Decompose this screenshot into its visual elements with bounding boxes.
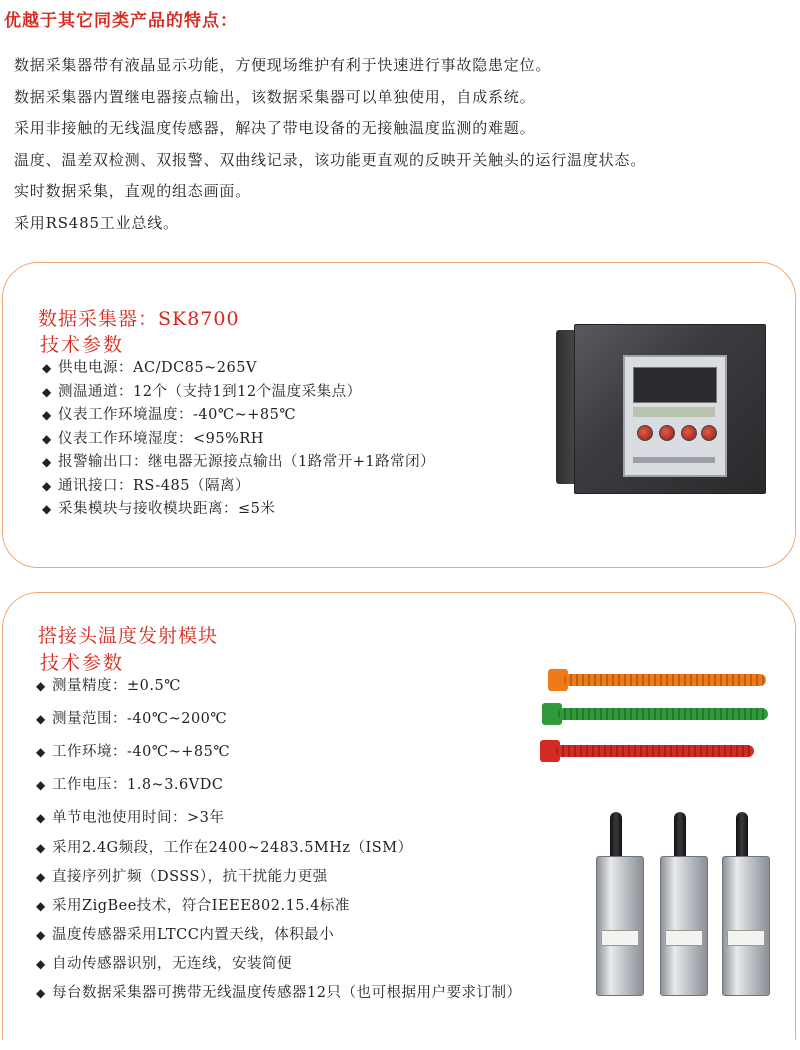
transmitter-module	[660, 812, 706, 994]
feature-item: 实时数据采集，直观的组态画面。	[14, 182, 252, 200]
orange-sensor-strap	[548, 674, 766, 686]
diamond-bullet-icon: ◆	[36, 986, 46, 1000]
feature-item: 数据采集器带有液晶显示功能，方便现场维护有利于快速进行事故隐患定位。	[14, 56, 552, 74]
collector-title: 数据采集器：SK8700	[38, 308, 240, 330]
diamond-bullet-icon: ◆	[42, 478, 52, 493]
spec-item: ◆ 温度传感器采用LTCC内置天线，体积最小	[36, 927, 335, 943]
spec-item: ◆ 直接序列扩频（DSSS），抗干扰能力更强	[36, 869, 328, 885]
spec-item: ◆ 仪表工作环境温度：-40℃~+85℃	[42, 407, 297, 423]
spec-item: ◆ 单节电池使用时间：>3年	[36, 810, 225, 826]
transmitter-module	[722, 812, 768, 994]
diamond-bullet-icon: ◆	[42, 361, 52, 375]
spec-item: ◆ 测量范围：-40℃~200℃	[36, 711, 228, 727]
spec-item: ◆ 通讯接口：RS-485（隔离）	[42, 477, 250, 494]
spec-item: ◆ 采用ZigBee技术，符合IEEE802.15.4标准	[36, 898, 350, 914]
red-sensor-strap	[540, 745, 754, 757]
spec-item: ◆ 报警输出口：继电器无源接点输出（1路常开+1路常闭）	[42, 454, 436, 470]
diamond-bullet-icon: ◆	[36, 679, 46, 693]
diamond-bullet-icon: ◆	[42, 431, 52, 446]
antenna-icon	[674, 812, 686, 862]
spec-item: ◆ 供电电源：AC/DC85~265V	[42, 360, 257, 376]
feature-item: 采用非接触的无线温度传感器，解决了带电设备的无接触温度监测的难题。	[14, 119, 536, 137]
diamond-bullet-icon: ◆	[36, 899, 46, 913]
diamond-bullet-icon: ◆	[36, 778, 46, 792]
transmitter-module	[596, 812, 642, 994]
green-sensor-strap	[542, 708, 768, 720]
antenna-icon	[610, 812, 622, 862]
spec-item: ◆ 自动传感器识别，无连线，安装简便	[36, 956, 292, 972]
feature-item: 采用RS485工业总线。	[14, 213, 179, 232]
spec-item: ◆ 仪表工作环境湿度：<95%RH	[42, 430, 264, 447]
diamond-bullet-icon: ◆	[36, 811, 46, 825]
lcd-display	[633, 367, 717, 403]
spec-item: ◆ 采集模块与接收模块距离：≤5米	[42, 501, 276, 517]
diamond-bullet-icon: ◆	[36, 957, 46, 971]
diamond-bullet-icon: ◆	[42, 455, 52, 469]
page-heading: 优越于其它同类产品的特点：	[4, 11, 238, 31]
transmitter-spec-list	[36, 674, 521, 1010]
feature-item: 数据采集器内置继电器接点输出，该数据采集器可以单独使用，自成系统。	[14, 87, 536, 106]
transmitter-title: 搭接头温度发射模块	[38, 625, 219, 647]
spec-item: ◆ 测量精度：±0.5℃	[36, 678, 181, 694]
diamond-bullet-icon: ◆	[36, 745, 46, 759]
diamond-bullet-icon: ◆	[36, 712, 46, 726]
spec-item: ◆ 工作环境：-40℃~+85℃	[36, 744, 231, 760]
collector-subtitle: 技术参数	[40, 334, 125, 356]
feature-item: 温度、温差双检测、双报警、双曲线记录，该功能更直观的反映开关触头的运行温度状态。	[14, 150, 647, 169]
diamond-bullet-icon: ◆	[42, 384, 52, 399]
spec-item: ◆ 工作电压：1.8~3.6VDC	[36, 777, 224, 793]
spec-item: ◆ 测温通道：12个（支持1到12个温度采集点）	[42, 383, 362, 400]
diamond-bullet-icon: ◆	[36, 870, 46, 884]
data-collector-device-image	[556, 324, 764, 492]
diamond-bullet-icon: ◆	[42, 502, 52, 516]
collector-spec-list	[42, 356, 435, 521]
antenna-icon	[736, 812, 748, 862]
diamond-bullet-icon: ◆	[36, 841, 46, 855]
feature-list	[14, 50, 646, 239]
spec-item: ◆ 采用2.4G频段，工作在2400~2483.5MHz（ISM）	[36, 840, 413, 856]
diamond-bullet-icon: ◆	[36, 928, 46, 942]
spec-item: ◆ 每台数据采集器可携带无线温度传感器12只（也可根据用户要求订制）	[36, 985, 522, 1001]
transmitter-subtitle: 技术参数	[40, 652, 125, 674]
diamond-bullet-icon: ◆	[42, 408, 52, 422]
